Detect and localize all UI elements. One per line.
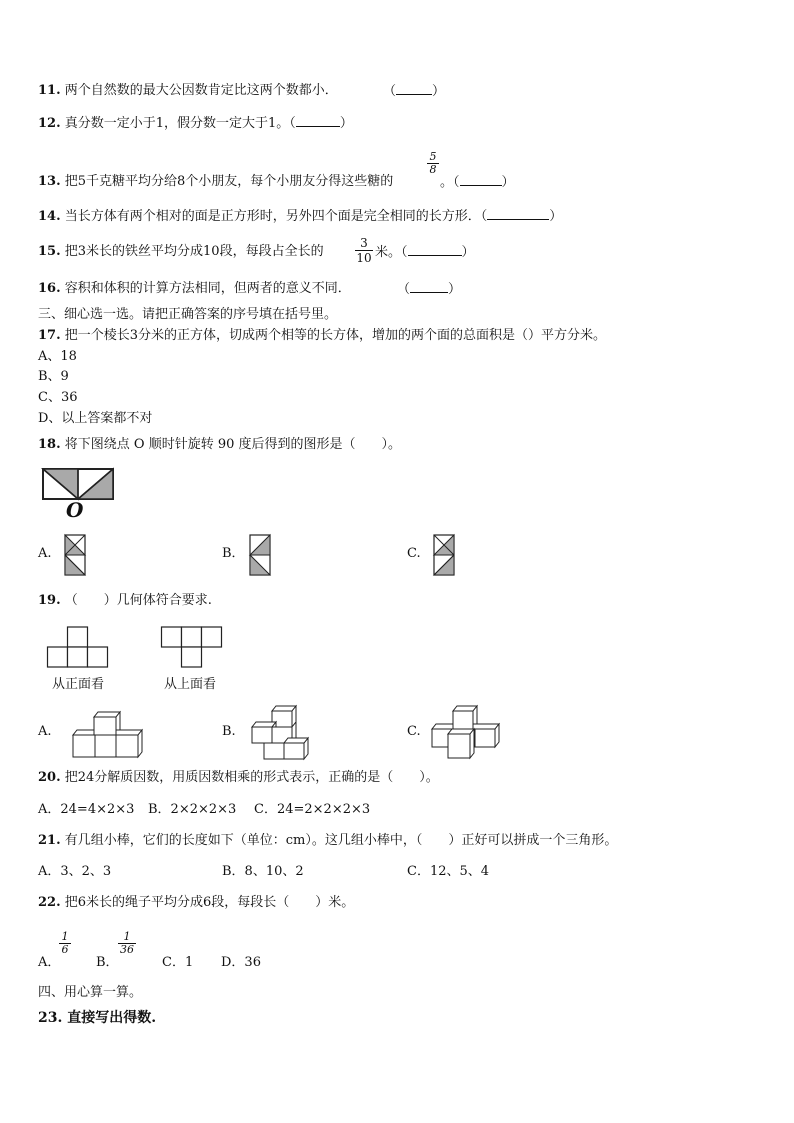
question-16 [38, 281, 351, 297]
answer-blank[interactable]: （ ） [383, 84, 446, 99]
question-19 [38, 593, 212, 609]
option-b-solid[interactable] [248, 704, 312, 760]
option-a-label[interactable]: A． [38, 955, 61, 970]
question-text: 把24分解质因数，用质因数相乘的形式表示，正确的是（ ）。 [64, 770, 439, 785]
option-c-label[interactable]: C. [407, 546, 421, 561]
question-18 [38, 437, 401, 453]
question-text: （ ）几何体符合要求. [64, 593, 212, 608]
option-b-figure[interactable] [249, 534, 271, 576]
question-text: 两个自然数的最大公因数肯定比这两个数都小． [64, 83, 338, 98]
question-number: 22. [38, 895, 61, 910]
question-text: 把6米长的绳子平均分成6段，每段长（ ）米。 [64, 895, 355, 910]
option-a-solid[interactable] [72, 710, 142, 760]
question-text: 将下图绕点 O 顺时针旋转 90 度后得到的图形是（ ）。 [64, 437, 401, 452]
answer-blank[interactable] [460, 174, 502, 186]
question-15 [38, 244, 324, 260]
question-text: 把一个棱长3分米的正方体，切成两个相等的长方体，增加的两个面的总面积是（）平方分米。 [64, 328, 607, 343]
option-c[interactable]: C．12、5、4 [407, 864, 490, 879]
front-view-figure [47, 626, 109, 668]
question-21 [38, 833, 617, 849]
question-number: 21. [38, 833, 61, 848]
question-number: 18. [38, 437, 61, 452]
option-a[interactable]: A．3、2、3 [38, 864, 112, 879]
question-number: 11. [38, 83, 61, 98]
question-23 [38, 1010, 156, 1026]
option-d[interactable]: D．36 [221, 955, 261, 970]
option-a-label[interactable]: A. [38, 724, 52, 739]
option-c[interactable]: C．24=2×2×2×3 [254, 802, 371, 817]
question-13-tail: 。（ ） [440, 175, 515, 190]
question-13 [38, 174, 393, 190]
question-text: 把3米长的铁丝平均分成10段，每段占全长的 [64, 244, 324, 259]
fraction-3-10: 3 10 [356, 236, 372, 265]
option-c-solid[interactable] [431, 704, 501, 760]
fraction-1-36: 1 36 [120, 930, 134, 956]
question-number: 23. [38, 1010, 63, 1026]
option-a[interactable]: A．24=4×2×3 [38, 802, 135, 817]
option-c-label[interactable]: C. [407, 724, 421, 739]
question-number: 14. [38, 209, 61, 224]
question-text: 容积和体积的计算方法相同，但两者的意义不同． [64, 281, 351, 296]
question-11 [38, 83, 338, 99]
fraction-1-6: 1 6 [59, 931, 71, 956]
option-b-label[interactable]: B． [222, 546, 245, 561]
option-c[interactable]: C、36 [38, 390, 78, 405]
section-heading-4: 四、用心算一算。 [38, 985, 143, 1000]
option-b[interactable]: B．8、10、2 [222, 864, 304, 879]
top-view-figure [161, 626, 223, 668]
question-number: 20. [38, 770, 61, 785]
question-text: 直接写出得数. [67, 1010, 157, 1026]
option-b[interactable]: B、9 [38, 369, 69, 384]
option-b-label[interactable]: B． [96, 955, 119, 970]
question-number: 15. [38, 244, 61, 259]
question-12: 12. 真分数一定小于1，假分数一定大于1。（ ） [38, 116, 353, 131]
option-a-label[interactable]: A. [38, 546, 52, 561]
front-view-label: 从正面看 [52, 677, 105, 692]
question-number: 19. [38, 593, 61, 608]
question-14: 14. 当长方体有两个相对的面是正方形时，另外四个面是完全相同的长方形．（ ） [38, 209, 563, 224]
point-o-label: O [66, 498, 84, 522]
question-number: 17. [38, 328, 61, 343]
question-number: 13. [38, 174, 61, 189]
option-c-figure[interactable] [433, 534, 455, 576]
answer-blank[interactable] [408, 244, 462, 256]
question-22 [38, 895, 354, 911]
answer-blank[interactable]: （ ） [397, 282, 462, 297]
question-text: 当长方体有两个相对的面是正方形时，另外四个面是完全相同的长方形．（ [64, 209, 488, 224]
question-number: 16. [38, 281, 61, 296]
top-view-label: 从上面看 [164, 677, 217, 692]
question-15-tail: 米。（ ） [375, 245, 475, 260]
question-text: 把5千克糖平均分给8个小朋友，每个小朋友分得这些糖的 [64, 174, 394, 189]
question-text: 有几组小棒，它们的长度如下（单位：cm）。这几组小棒中，（ ）正好可以拼成一个三角形。 [64, 833, 618, 848]
answer-blank[interactable] [296, 115, 340, 127]
question-20 [38, 770, 439, 786]
option-c[interactable]: C．1 [162, 955, 194, 970]
option-b[interactable]: B．2×2×2×3 [148, 802, 237, 817]
answer-blank[interactable] [487, 208, 549, 220]
option-a-figure[interactable] [64, 534, 86, 576]
fraction-5-8: 5 8 [427, 151, 439, 176]
option-d[interactable]: D、以上答案都不对 [38, 411, 153, 426]
question-text: 真分数一定小于1，假分数一定大于1。（ [64, 116, 296, 131]
option-a[interactable]: A、18 [38, 349, 77, 364]
option-b-label[interactable]: B. [222, 724, 236, 739]
question-17 [38, 328, 606, 344]
section-heading-3: 三、细心选一选。请把正确答案的序号填在括号里。 [38, 307, 338, 322]
question-number: 12. [38, 116, 61, 131]
